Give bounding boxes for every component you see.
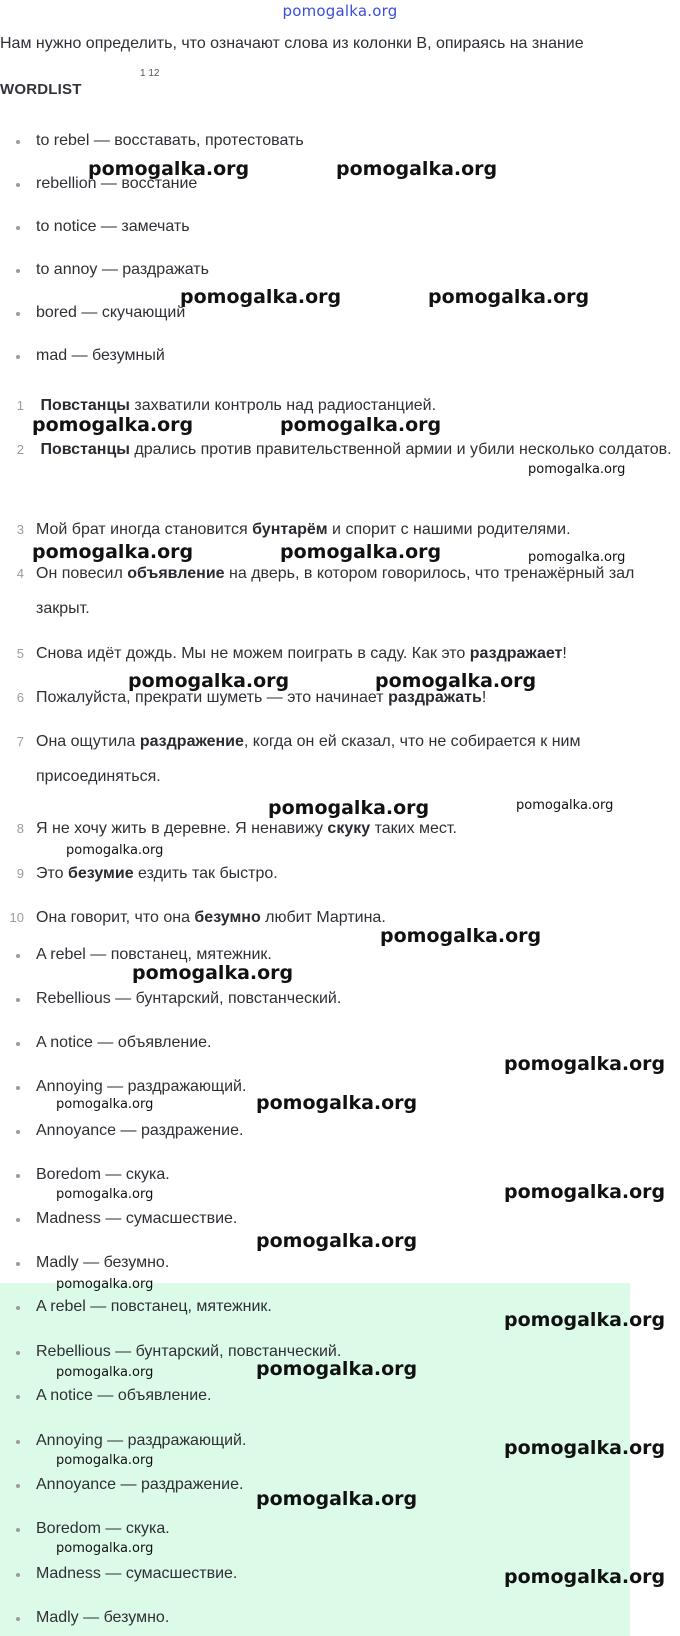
bullet-icon [16, 1395, 20, 1399]
watermark: pomogalka.org [528, 550, 626, 565]
bullet-icon [16, 140, 20, 144]
bullet-icon [16, 183, 20, 187]
bullet-icon [16, 1617, 20, 1621]
bullet-icon [16, 1573, 20, 1577]
watermark: pomogalka.org [56, 1541, 154, 1556]
watermark: pomogalka.org [504, 1309, 666, 1331]
watermark: pomogalka.org [56, 1187, 154, 1202]
bullet-icon [16, 1130, 20, 1134]
watermark: pomogalka.org [256, 1488, 418, 1510]
bullet-icon [16, 226, 20, 230]
watermark: pomogalka.org [88, 158, 250, 180]
bullet-icon [16, 312, 20, 316]
watermark: pomogalka.org [32, 414, 194, 436]
page: pomogalka.org Нам нужно определить, что означают слова из колонки В, опираясь на знание 1 12 WORDLIST to rebel — восставать, протестовать rebellion — восстание to notice — замечать to annoy — раздражать bored — скучающий mad — безумный 1 Повстанцы захватили контроль над радиостанцией. 2 Повстанцы дрались против правительственной армии и убили несколько солдатов. 3 Мой брат иногда становится бунтарём и спорит с нашими родителями. 4 Он повесил объявление на дверь, в котором говорилось, что тренажёрный зал закрыт. 5 Снова идёт дождь. Мы не можем поиграть в саду. Как это раздражает! 6 Пожалуйста, прекрати шуметь — это начинает раздражать! 7 Она ощутила раздражение, когда он ей сказал, что не собирается к ним присоединяться. 8 Я не хочу жить в деревне. Я ненавижу скуку таких мест. 9 Это безумие ездить так быстро. 10 Она говорит, что она безумно любит Мартина. A rebel — повстанец, мятежник. Rebellious — бунтарский, повстанческий. A notice — объявление. Annoying — раздражающий. Annoyance — раздражение. Boredom — скука. Madness — сумасшествие. Madly — безумно. A rebel — повстанец, мятежник. Rebellious — бунтарский, повстанческий. A notice — объявление. Annoying — раздражающий. Annoyance — раздражение. Boredom — скука. Madness — сумасшествие. Madly — безумно. pomogalka.org pomogalka.org pomogalka.org pomogalka.org pomogalka.org pomogalka.org pomogalka.org pomogalka.org pomogalka.org pomogalka.org pomogalka.org pomogalka.org pomogalka.org pomogalka.org pomogalka.org pomogalka.org pomogalka.org pomogalka.org pomogalka.org pomogalka.org pomogalka.org pomogalka.org pomogalka.org pomogalka.org pomogalka.org pomogalka.org pomogalka.org pomogalka.org pomogalka.org pomogalka.org pomogalka.org pomogalka.org [0, 0, 680, 1636]
watermark: pomogalka.org [56, 1365, 154, 1380]
wordlist-heading: WORDLIST [0, 81, 82, 98]
site-logo[interactable]: pomogalka.org [282, 2, 398, 20]
watermark: pomogalka.org [256, 1230, 418, 1252]
watermark: pomogalka.org [268, 797, 430, 819]
watermark: pomogalka.org [336, 158, 498, 180]
watermark: pomogalka.org [528, 462, 626, 477]
watermark: pomogalka.org [128, 670, 290, 692]
watermark: pomogalka.org [56, 1097, 154, 1112]
watermark: pomogalka.org [66, 843, 164, 858]
bullet-icon [16, 355, 20, 359]
watermark: pomogalka.org [504, 1053, 666, 1075]
bullet-icon [16, 1351, 20, 1355]
watermark: pomogalka.org [56, 1453, 154, 1468]
intro-fragment-text: 1 12 [140, 68, 160, 79]
bullet-icon [16, 998, 20, 1002]
watermark: pomogalka.org [504, 1566, 666, 1588]
watermark: pomogalka.org [428, 286, 590, 308]
intro-text: Нам нужно определить, что означают слова из колонки В, опираясь на знание [0, 35, 584, 52]
watermark: pomogalka.org [56, 1277, 154, 1292]
watermark: pomogalka.org [180, 286, 342, 308]
bullet-icon [16, 269, 20, 273]
bullet-icon [16, 1484, 20, 1488]
bullet-icon [16, 1440, 20, 1444]
bullet-icon [16, 1042, 20, 1046]
watermark: pomogalka.org [256, 1358, 418, 1380]
watermark: pomogalka.org [256, 1092, 418, 1114]
bullet-icon [16, 954, 20, 958]
bullet-icon [16, 1086, 20, 1090]
watermark: pomogalka.org [280, 414, 442, 436]
watermark: pomogalka.org [380, 925, 542, 947]
watermark: pomogalka.org [375, 670, 537, 692]
watermark: pomogalka.org [504, 1181, 666, 1203]
bullet-icon [16, 1174, 20, 1178]
intro-cut-fragment [140, 68, 160, 79]
watermark: pomogalka.org [280, 541, 442, 563]
bullet-icon [16, 1306, 20, 1310]
bullet-icon [16, 1262, 20, 1266]
watermark: pomogalka.org [504, 1437, 666, 1459]
watermark: pomogalka.org [32, 541, 194, 563]
watermark: pomogalka.org [516, 798, 614, 813]
intro-cut-mask [0, 60, 680, 74]
bullet-icon [16, 1218, 20, 1222]
bullet-icon [16, 1528, 20, 1532]
watermark: pomogalka.org [132, 962, 294, 984]
